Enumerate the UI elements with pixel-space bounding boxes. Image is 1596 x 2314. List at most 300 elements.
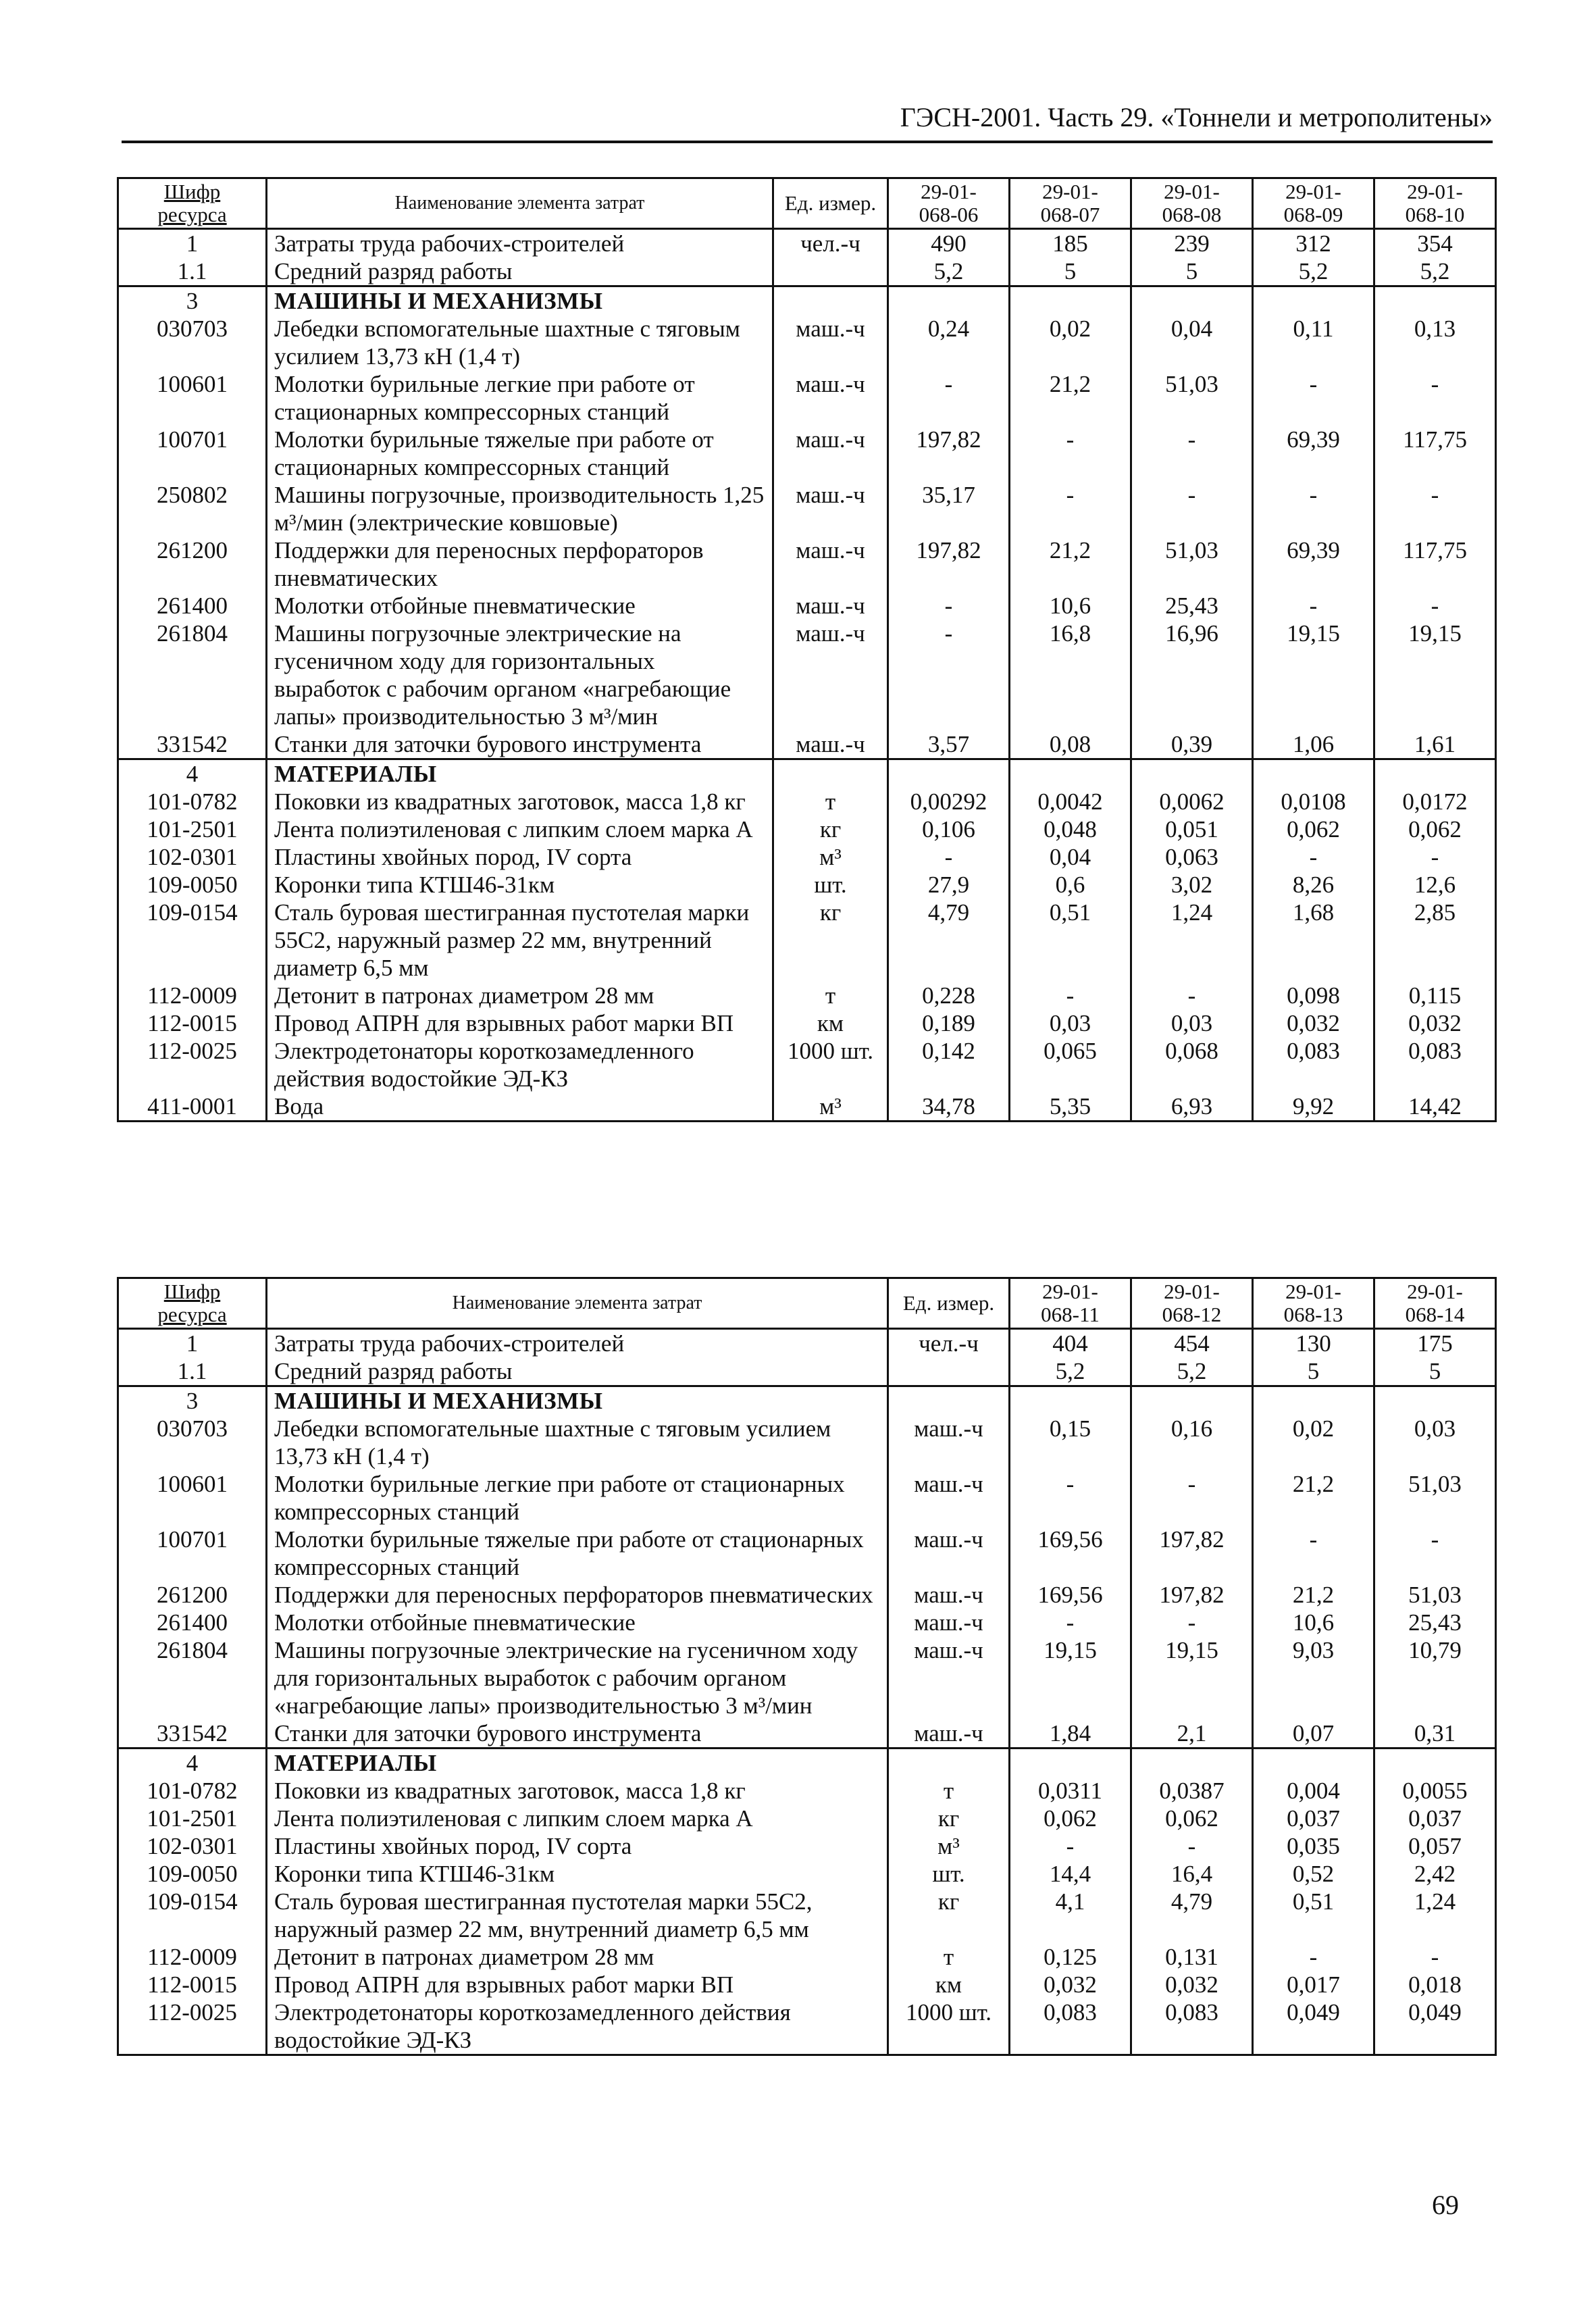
resource-row <box>118 620 1496 730</box>
resource-code: 1 <box>118 1329 267 1358</box>
resource-row <box>118 1805 1496 1832</box>
norm-value: 0,04 <box>1010 843 1131 871</box>
resource-row <box>118 536 1496 592</box>
resource-code: 3 <box>118 286 267 316</box>
norm-value: 5 <box>1131 257 1253 286</box>
norm-value: 25,43 <box>1374 1609 1496 1636</box>
code-column-header: Шифр ресурса <box>118 178 267 229</box>
norms-table-2 <box>117 1277 1497 2056</box>
unit-of-measure: т <box>773 982 888 1009</box>
resource-code: 100701 <box>118 426 267 481</box>
norm-code-header: 29-01- 068-13 <box>1253 1278 1374 1329</box>
name-column-header: Наименование элемента затрат <box>267 1278 888 1329</box>
unit-column-header: Ед. измер. <box>773 178 888 229</box>
unit-of-measure <box>773 759 888 788</box>
cost-element-name: Средний разряд работы <box>267 257 773 286</box>
norm-value: 0,037 <box>1253 1805 1374 1832</box>
norm-value: 16,8 <box>1010 620 1131 730</box>
norm-value <box>888 759 1010 788</box>
norm-value: 404 <box>1010 1329 1131 1358</box>
norm-value: 69,39 <box>1253 426 1374 481</box>
unit-of-measure: чел.-ч <box>773 229 888 258</box>
unit-of-measure: маш.-ч <box>888 1719 1010 1749</box>
norm-value: 0,03 <box>1010 1009 1131 1037</box>
resource-row <box>118 1609 1496 1636</box>
cost-element-name: Молотки бурильные тяжелые при работе от стационарных компрессорных станций <box>267 1526 888 1581</box>
resource-row <box>118 1415 1496 1470</box>
norm-value <box>1010 286 1131 316</box>
norm-value: 0,049 <box>1374 1998 1496 2055</box>
resource-code: 109-0050 <box>118 871 267 899</box>
resource-code: 112-0025 <box>118 1037 267 1092</box>
norm-value: 14,42 <box>1374 1092 1496 1122</box>
cost-element-name: Лебедки вспомогательные шахтные с тяговым усилием 13,73 кН (1,4 т) <box>267 315 773 370</box>
cost-element-name: Детонит в патронах диаметром 28 мм <box>267 1943 888 1971</box>
section-row <box>118 286 1496 316</box>
resource-row <box>118 843 1496 871</box>
norm-value: 0,083 <box>1010 1998 1131 2055</box>
norm-value: 5,2 <box>1010 1357 1131 1386</box>
resource-code: 112-0015 <box>118 1971 267 1998</box>
cost-element-name: Затраты труда рабочих-строителей <box>267 229 773 258</box>
resource-row <box>118 370 1496 426</box>
resource-row <box>118 1971 1496 1998</box>
unit-of-measure <box>773 257 888 286</box>
cost-element-name: Электродетонаторы короткозамедленного действия водостойкие ЭД-КЗ <box>267 1037 773 1092</box>
norm-value: 0,142 <box>888 1037 1010 1092</box>
norm-value: - <box>888 370 1010 426</box>
norm-value: 51,03 <box>1131 536 1253 592</box>
norm-value: - <box>1010 481 1131 536</box>
norm-value: 0,057 <box>1374 1832 1496 1860</box>
norm-value: 0,083 <box>1374 1037 1496 1092</box>
resource-row <box>118 1832 1496 1860</box>
cost-element-name: Коронки типа КТШ46-31км <box>267 1860 888 1888</box>
resource-row <box>118 1581 1496 1609</box>
norm-value: 51,03 <box>1131 370 1253 426</box>
norm-value: - <box>1010 1470 1131 1526</box>
resource-code: 4 <box>118 1749 267 1778</box>
page-header: ГЭСН-2001. Часть 29. «Тоннели и метрополитены» <box>900 102 1493 132</box>
cost-element-name: Молотки бурильные тяжелые при работе от стационарных компрессорных станций <box>267 426 773 481</box>
norm-value: 1,61 <box>1374 730 1496 759</box>
norm-value: 34,78 <box>888 1092 1010 1122</box>
norm-value: 0,068 <box>1131 1037 1253 1092</box>
norm-value: - <box>888 620 1010 730</box>
norm-value: 0,062 <box>1253 815 1374 843</box>
resource-code: 411-0001 <box>118 1092 267 1122</box>
norm-value: 0,0062 <box>1131 788 1253 815</box>
unit-of-measure: кг <box>888 1805 1010 1832</box>
norm-value: 4,1 <box>1010 1888 1131 1943</box>
unit-of-measure: шт. <box>888 1860 1010 1888</box>
norm-value: 0,07 <box>1253 1719 1374 1749</box>
cost-element-name: Сталь буровая шестигранная пустотелая марки 55С2, наружный размер 22 мм, внутренний диаметр 6,5 мм <box>267 899 773 982</box>
norm-value: 169,56 <box>1010 1581 1131 1609</box>
norm-value: 35,17 <box>888 481 1010 536</box>
section-row <box>118 1749 1496 1778</box>
resource-row <box>118 899 1496 982</box>
norm-value: 0,032 <box>1374 1009 1496 1037</box>
norm-value: 5,2 <box>1374 257 1496 286</box>
norm-code-header: 29-01- 068-11 <box>1010 1278 1131 1329</box>
norm-value: 0,0387 <box>1131 1777 1253 1805</box>
resource-code: 112-0015 <box>118 1009 267 1037</box>
norm-value: 0,51 <box>1253 1888 1374 1943</box>
norm-value: 19,15 <box>1374 620 1496 730</box>
resource-code: 261400 <box>118 592 267 620</box>
norm-value: 130 <box>1253 1329 1374 1358</box>
norm-value: - <box>1131 481 1253 536</box>
norm-value <box>1253 1749 1374 1778</box>
norm-value: 5,2 <box>1131 1357 1253 1386</box>
resource-code: 109-0154 <box>118 1888 267 1943</box>
norm-value: 2,1 <box>1131 1719 1253 1749</box>
norm-value: 454 <box>1131 1329 1253 1358</box>
norm-value: 117,75 <box>1374 426 1496 481</box>
section-title: МАТЕРИАЛЫ <box>267 759 773 788</box>
resource-row <box>118 1037 1496 1092</box>
resource-code: 331542 <box>118 730 267 759</box>
norm-value: - <box>888 592 1010 620</box>
norm-value: 8,26 <box>1253 871 1374 899</box>
norm-value: 19,15 <box>1010 1636 1131 1719</box>
cost-element-name: Лента полиэтиленовая с липким слоем марка А <box>267 1805 888 1832</box>
norm-value: 0,004 <box>1253 1777 1374 1805</box>
norm-value <box>888 286 1010 316</box>
norm-value: - <box>1374 592 1496 620</box>
norm-value: - <box>1010 1832 1131 1860</box>
norm-value: 169,56 <box>1010 1526 1131 1581</box>
table-body <box>118 1329 1496 2055</box>
norm-code-header: 29-01- 068-12 <box>1131 1278 1253 1329</box>
resource-code: 1 <box>118 229 267 258</box>
norm-value: 0,31 <box>1374 1719 1496 1749</box>
norm-value: 197,82 <box>1131 1581 1253 1609</box>
norm-value: 0,04 <box>1131 315 1253 370</box>
cost-element-name: Молотки бурильные легкие при работе от стационарных компрессорных станций <box>267 370 773 426</box>
resource-row <box>118 229 1496 258</box>
cost-element-name: Поковки из квадратных заготовок, масса 1,8 кг <box>267 1777 888 1805</box>
norm-value: 197,82 <box>888 426 1010 481</box>
unit-of-measure <box>888 1357 1010 1386</box>
norm-value: - <box>1131 1832 1253 1860</box>
norm-value: 0,062 <box>1374 815 1496 843</box>
norm-value: 21,2 <box>1253 1470 1374 1526</box>
unit-of-measure: маш.-ч <box>773 620 888 730</box>
norm-value <box>1131 1749 1253 1778</box>
unit-of-measure: маш.-ч <box>773 730 888 759</box>
cost-element-name: Молотки отбойные пневматические <box>267 1609 888 1636</box>
norm-value: 0,115 <box>1374 982 1496 1009</box>
norm-value: 0,0172 <box>1374 788 1496 815</box>
norm-value: 0,52 <box>1253 1860 1374 1888</box>
resource-code: 101-2501 <box>118 1805 267 1832</box>
resource-row <box>118 1636 1496 1719</box>
resource-code: 102-0301 <box>118 843 267 871</box>
norm-value: 0,131 <box>1131 1943 1253 1971</box>
unit-of-measure: м³ <box>888 1832 1010 1860</box>
cost-element-name: Провод АПРН для взрывных работ марки ВП <box>267 1971 888 1998</box>
norm-value: - <box>1253 1943 1374 1971</box>
norm-value: 0,03 <box>1131 1009 1253 1037</box>
norm-value: 0,02 <box>1253 1415 1374 1470</box>
norm-value <box>1253 1386 1374 1415</box>
resource-code: 112-0025 <box>118 1998 267 2055</box>
norm-value: 5,2 <box>1253 257 1374 286</box>
resource-row <box>118 1860 1496 1888</box>
norm-value: 0,083 <box>1253 1037 1374 1092</box>
resource-code: 1.1 <box>118 1357 267 1386</box>
unit-of-measure: т <box>773 788 888 815</box>
resource-code: 261200 <box>118 1581 267 1609</box>
norm-value: 21,2 <box>1010 370 1131 426</box>
norm-value: 9,92 <box>1253 1092 1374 1122</box>
norm-value: - <box>1374 1943 1496 1971</box>
resource-code: 4 <box>118 759 267 788</box>
norm-value: 1,06 <box>1253 730 1374 759</box>
unit-of-measure: т <box>888 1777 1010 1805</box>
norm-value: - <box>1131 426 1253 481</box>
name-column-header: Наименование элемента затрат <box>267 178 773 229</box>
norm-value: 25,43 <box>1131 592 1253 620</box>
norm-value <box>1010 759 1131 788</box>
norm-value: 197,82 <box>1131 1526 1253 1581</box>
resource-code: 030703 <box>118 315 267 370</box>
norm-value: - <box>1374 370 1496 426</box>
unit-of-measure <box>888 1386 1010 1415</box>
norm-value: 0,39 <box>1131 730 1253 759</box>
norm-value: 3,02 <box>1131 871 1253 899</box>
norm-value: 21,2 <box>1010 536 1131 592</box>
norm-value: 0,0108 <box>1253 788 1374 815</box>
norm-value: 51,03 <box>1374 1470 1496 1526</box>
unit-of-measure: маш.-ч <box>888 1415 1010 1470</box>
norm-value: 0,0311 <box>1010 1777 1131 1805</box>
norm-value: 0,24 <box>888 315 1010 370</box>
resource-code: 250802 <box>118 481 267 536</box>
unit-of-measure: маш.-ч <box>773 426 888 481</box>
norm-value: 0,063 <box>1131 843 1253 871</box>
resource-code: 261200 <box>118 536 267 592</box>
norm-value: 175 <box>1374 1329 1496 1358</box>
norm-value: 14,4 <box>1010 1860 1131 1888</box>
cost-element-name: Провод АПРН для взрывных работ марки ВП <box>267 1009 773 1037</box>
norm-value: 2,42 <box>1374 1860 1496 1888</box>
cost-element-name: Поддержки для переносных перфораторов пневматических <box>267 1581 888 1609</box>
cost-element-name: Пластины хвойных пород, IV сорта <box>267 1832 888 1860</box>
norm-value: - <box>1374 481 1496 536</box>
norm-value: 10,6 <box>1010 592 1131 620</box>
norm-value: 16,96 <box>1131 620 1253 730</box>
norm-value: 0,065 <box>1010 1037 1131 1092</box>
unit-of-measure: кг <box>773 815 888 843</box>
resource-code: 100701 <box>118 1526 267 1581</box>
unit-of-measure: маш.-ч <box>888 1636 1010 1719</box>
norm-value: - <box>1253 370 1374 426</box>
resource-row <box>118 1998 1496 2055</box>
norm-value: 0,0042 <box>1010 788 1131 815</box>
norm-value: 0,035 <box>1253 1832 1374 1860</box>
norm-value: 0,049 <box>1253 1998 1374 2055</box>
cost-element-name: Вода <box>267 1092 773 1122</box>
norm-value: 0,03 <box>1374 1415 1496 1470</box>
norm-value: 0,062 <box>1010 1805 1131 1832</box>
resource-code: 102-0301 <box>118 1832 267 1860</box>
norm-value: 0,048 <box>1010 815 1131 843</box>
cost-element-name: Сталь буровая шестигранная пустотелая марки 55С2, наружный размер 22 мм, внутренний диаметр 6,5 мм <box>267 1888 888 1943</box>
norm-value: 0,032 <box>1253 1009 1374 1037</box>
norm-value <box>1131 1386 1253 1415</box>
unit-of-measure <box>888 1749 1010 1778</box>
unit-of-measure: маш.-ч <box>773 315 888 370</box>
norm-value: - <box>1374 1526 1496 1581</box>
norm-value: 1,68 <box>1253 899 1374 982</box>
resource-code: 112-0009 <box>118 1943 267 1971</box>
cost-element-name: Машины погрузочные, производительность 1,25 м³/мин (электрические ковшовые) <box>267 481 773 536</box>
norm-code-header: 29-01- 068-09 <box>1253 178 1374 229</box>
norm-value: - <box>1131 1609 1253 1636</box>
resource-code: 331542 <box>118 1719 267 1749</box>
unit-of-measure: маш.-ч <box>773 592 888 620</box>
norm-value: 1,84 <box>1010 1719 1131 1749</box>
norm-value: 185 <box>1010 229 1131 258</box>
norms-table-1 <box>117 177 1497 1122</box>
norm-value: 12,6 <box>1374 871 1496 899</box>
norm-value: 312 <box>1253 229 1374 258</box>
resource-row <box>118 1943 1496 1971</box>
norm-code-header: 29-01- 068-14 <box>1374 1278 1496 1329</box>
section-row <box>118 759 1496 788</box>
resource-row <box>118 592 1496 620</box>
norm-value: - <box>1253 481 1374 536</box>
norm-value <box>1131 286 1253 316</box>
unit-of-measure: 1000 шт. <box>773 1037 888 1092</box>
norm-value: - <box>1010 426 1131 481</box>
resource-code: 261400 <box>118 1609 267 1636</box>
cost-element-name: Лебедки вспомогательные шахтные с тяговым усилием 13,73 кН (1,4 т) <box>267 1415 888 1470</box>
norm-value: 197,82 <box>888 536 1010 592</box>
norm-value: - <box>1131 1470 1253 1526</box>
cost-element-name: Электродетонаторы короткозамедленного действия водостойкие ЭД-КЗ <box>267 1998 888 2055</box>
unit-of-measure: маш.-ч <box>773 536 888 592</box>
resource-row <box>118 1009 1496 1037</box>
norm-value: 0,15 <box>1010 1415 1131 1470</box>
norm-value <box>1253 759 1374 788</box>
norm-value: 5,2 <box>888 257 1010 286</box>
norm-value: 0,017 <box>1253 1971 1374 1998</box>
unit-of-measure: шт. <box>773 871 888 899</box>
norm-value: - <box>1131 982 1253 1009</box>
resource-code: 101-0782 <box>118 1777 267 1805</box>
norm-value: 0,189 <box>888 1009 1010 1037</box>
resource-row <box>118 982 1496 1009</box>
header-rule <box>122 141 1493 143</box>
norm-code-header: 29-01- 068-07 <box>1010 178 1131 229</box>
norm-value: 0,6 <box>1010 871 1131 899</box>
resource-row <box>118 1719 1496 1749</box>
norm-value: 9,03 <box>1253 1636 1374 1719</box>
cost-element-name: Поковки из квадратных заготовок, масса 1,8 кг <box>267 788 773 815</box>
norm-value: - <box>1253 843 1374 871</box>
norm-value: - <box>1010 982 1131 1009</box>
norm-value <box>1374 1386 1496 1415</box>
norm-code-header: 29-01- 068-06 <box>888 178 1010 229</box>
resource-code: 101-2501 <box>118 815 267 843</box>
cost-element-name: Молотки отбойные пневматические <box>267 592 773 620</box>
resource-code: 101-0782 <box>118 788 267 815</box>
norm-value: 3,57 <box>888 730 1010 759</box>
norm-value: 19,15 <box>1131 1636 1253 1719</box>
norm-value: 0,11 <box>1253 315 1374 370</box>
norm-value: 0,125 <box>1010 1943 1131 1971</box>
norm-value <box>1253 286 1374 316</box>
cost-element-name: Средний разряд работы <box>267 1357 888 1386</box>
cost-element-name: Машины погрузочные электрические на гусеничном ходу для горизонтальных выработок с рабочим органом «нагребающие лапы» производительностью 3 м³/мин <box>267 620 773 730</box>
norm-value: 0,098 <box>1253 982 1374 1009</box>
resource-row <box>118 1092 1496 1122</box>
norm-value: 51,03 <box>1374 1581 1496 1609</box>
norm-value: 5 <box>1374 1357 1496 1386</box>
norm-value <box>1010 1386 1131 1415</box>
norm-value: 0,228 <box>888 982 1010 1009</box>
norm-value: 2,85 <box>1374 899 1496 982</box>
unit-of-measure: маш.-ч <box>888 1526 1010 1581</box>
unit-of-measure: кг <box>773 899 888 982</box>
unit-of-measure <box>773 286 888 316</box>
norm-value: 0,16 <box>1131 1415 1253 1470</box>
resource-row <box>118 1470 1496 1526</box>
cost-element-name: Станки для заточки бурового инструмента <box>267 730 773 759</box>
unit-of-measure: м³ <box>773 843 888 871</box>
norm-value: 354 <box>1374 229 1496 258</box>
norm-value: 5 <box>1010 257 1131 286</box>
cost-element-name: Станки для заточки бурового инструмента <box>267 1719 888 1749</box>
cost-element-name: Затраты труда рабочих-строителей <box>267 1329 888 1358</box>
norm-value: 0,08 <box>1010 730 1131 759</box>
unit-of-measure: маш.-ч <box>888 1581 1010 1609</box>
norm-value: - <box>888 843 1010 871</box>
norm-value: 0,02 <box>1010 315 1131 370</box>
resource-row <box>118 1777 1496 1805</box>
norm-value: 0,51 <box>1010 899 1131 982</box>
resource-code: 109-0154 <box>118 899 267 982</box>
resource-row <box>118 1357 1496 1386</box>
unit-column-header: Ед. измер. <box>888 1278 1010 1329</box>
unit-of-measure: кг <box>888 1888 1010 1943</box>
norm-value: - <box>1253 1526 1374 1581</box>
norm-value: 0,00292 <box>888 788 1010 815</box>
unit-of-measure: маш.-ч <box>773 370 888 426</box>
resource-row <box>118 481 1496 536</box>
unit-of-measure: км <box>773 1009 888 1037</box>
code-column-header: Шифр ресурса <box>118 1278 267 1329</box>
resource-row <box>118 426 1496 481</box>
resource-code: 3 <box>118 1386 267 1415</box>
norm-value: 4,79 <box>888 899 1010 982</box>
resource-row <box>118 315 1496 370</box>
norm-value <box>1374 759 1496 788</box>
norm-value: 4,79 <box>1131 1888 1253 1943</box>
resource-row <box>118 1526 1496 1581</box>
norm-value: 10,79 <box>1374 1636 1496 1719</box>
resource-row <box>118 815 1496 843</box>
cost-element-name: Лента полиэтиленовая с липким слоем марка А <box>267 815 773 843</box>
unit-of-measure: т <box>888 1943 1010 1971</box>
norm-value: - <box>1253 592 1374 620</box>
resource-code: 112-0009 <box>118 982 267 1009</box>
norm-value <box>1374 1749 1496 1778</box>
